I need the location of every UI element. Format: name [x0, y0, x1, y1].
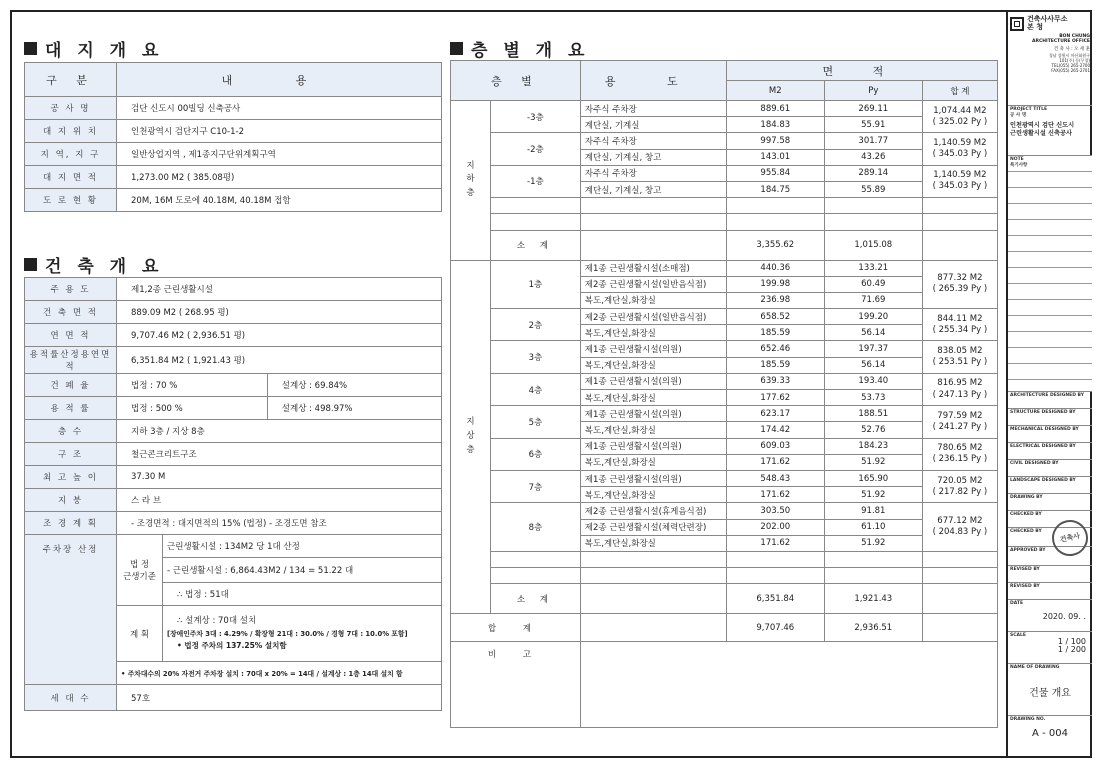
row-value: 889.09 M2 ( 268.95 평) [117, 301, 442, 324]
row-label: 대 지 위 치 [25, 120, 117, 143]
role-label: LANDSCAPE DESIGNED BY [1010, 478, 1076, 483]
floor-label: 8층 [491, 503, 581, 552]
table-row [25, 489, 442, 512]
plan-line: [장애인주차 3대 : 4.29% / 확장형 21대 : 30.0% / 경형 7대 : 10.0% 포함] [167, 629, 408, 638]
blank-cell [922, 198, 997, 214]
blank-cell [580, 584, 726, 614]
use-cell: 제1종 근린생활시설(의원) [580, 373, 726, 389]
subtotal-m2: 6,351.84 [726, 584, 824, 614]
row-value: 스 라 브 [117, 489, 442, 512]
subtotal-row [451, 584, 998, 614]
table-row [451, 341, 998, 357]
floor-label: 2층 [491, 309, 581, 341]
py-cell: 51.92 [824, 535, 922, 551]
row-value: 9,707.46 M2 ( 2,936.51 평) [117, 324, 442, 347]
plan-label: 계 획 [117, 606, 163, 662]
m2-cell: 639.33 [726, 373, 824, 389]
section-square-icon [450, 42, 463, 55]
m2-cell: 202.00 [726, 519, 824, 535]
site-table [24, 62, 442, 212]
role-label: APPROVED BY [1010, 548, 1046, 553]
title-block [1006, 12, 1092, 756]
py-cell: 193.40 [824, 373, 922, 389]
total-cell: 1,074.44 M2 ( 325.02 Py ) [922, 101, 997, 133]
m2-cell: 171.62 [726, 535, 824, 551]
blank-cell [922, 568, 997, 584]
role-row [1008, 494, 1092, 511]
row-label: 세 대 수 [25, 685, 117, 711]
py-cell: 165.90 [824, 470, 922, 486]
m2-cell: 177.62 [726, 390, 824, 406]
row-label: 주차장 산정 [25, 535, 117, 685]
blank-cell [491, 551, 581, 567]
row-label: 지 역, 지 구 [25, 143, 117, 166]
blank-row [451, 214, 998, 230]
note-label: NOTE 특기사항 [1010, 157, 1090, 168]
floor-label: 6층 [491, 438, 581, 470]
company-logo-icon [1010, 17, 1024, 31]
role-row [1008, 392, 1092, 409]
grand-total-m2: 9,707.46 [726, 614, 824, 642]
table-header-row [451, 61, 998, 81]
m2-cell: 440.36 [726, 260, 824, 276]
row-value: 일반상업지역 , 제1종지구단위계획구역 [117, 143, 442, 166]
drawing-no: A - 004 [1032, 728, 1068, 739]
plan-line: • 법정 주차의 137.25% 설치함 [177, 641, 287, 651]
table-row [451, 438, 998, 454]
blank-cell [922, 551, 997, 567]
legal-value: 법정 : 500 % [117, 397, 268, 420]
total-cell: 844.11 M2 ( 255.34 Py ) [922, 309, 997, 341]
py-cell: 71.69 [824, 292, 922, 308]
company-address: 경남 창원시 마산회원구 101(주) 동(무창) TEL(055) 265-2700 FAX(055) 265-2701 [1048, 53, 1090, 73]
row-label: 지 붕 [25, 489, 117, 512]
m2-cell: 303.50 [726, 503, 824, 519]
legal-label: 법 정 근생기준 [117, 535, 163, 606]
blank-cell [580, 198, 726, 214]
date-label: DATE [1010, 601, 1024, 606]
total-cell: 677.12 M2 ( 204.83 Py ) [922, 503, 997, 552]
m2-cell: 171.62 [726, 487, 824, 503]
table-row [25, 347, 442, 374]
py-cell: 289.14 [824, 165, 922, 181]
row-label: 주 용 도 [25, 278, 117, 301]
total-cell: 1,140.59 M2 ( 345.03 Py ) [922, 133, 997, 165]
row-value: 57호 [117, 685, 442, 711]
role-label: CHECKED BY [1010, 512, 1042, 517]
design-value: 설계상 : 69.84% [267, 374, 441, 397]
blank-cell [726, 198, 824, 214]
use-cell: 제2종 근린생활시설(휴게음식점) [580, 503, 726, 519]
use-cell: 제1종 근린생활시설(소매점) [580, 260, 726, 276]
table-row [25, 685, 442, 711]
row-value: 인천광역시 검단지구 C10-1-2 [117, 120, 442, 143]
drawing-name-block [1008, 664, 1092, 716]
blank-row [451, 551, 998, 567]
m2-cell: 184.83 [726, 117, 824, 133]
use-cell: 복도,계단실,화장실 [580, 422, 726, 438]
legal-rule: 근린생활시설 : 134M2 당 1대 산정 [163, 535, 442, 558]
use-cell: 복도,계단실,화장실 [580, 454, 726, 470]
blank-cell [726, 214, 824, 230]
row-value: 1,273.00 M2 ( 385.08평) [117, 166, 442, 189]
blank-cell [824, 551, 922, 567]
subtotal-row [451, 230, 998, 260]
role-row [1008, 583, 1092, 600]
row-value: 철근콘크리트구조 [117, 443, 442, 466]
project-title-label: PROJECT TITLE 공 사 명 [1010, 107, 1048, 118]
drawing-no-label: DRAWING NO. [1010, 717, 1046, 722]
blank-row [451, 198, 998, 214]
blank-cell [580, 614, 726, 642]
legal-value: 법정 : 70 % [117, 374, 268, 397]
project-title-block [1008, 106, 1092, 156]
total-cell: 816.95 M2 ( 247.13 Py ) [922, 373, 997, 405]
blank-cell [580, 214, 726, 230]
m2-cell: 623.17 [726, 406, 824, 422]
m2-cell: 889.61 [726, 101, 824, 117]
py-cell: 55.89 [824, 181, 922, 197]
side-label: 지 하 층 [451, 101, 491, 261]
row-label: 조 경 계 획 [25, 512, 117, 535]
floors-section-title: 층 별 개 요 [450, 36, 589, 61]
blank-cell [491, 214, 581, 230]
m2-cell: 236.98 [726, 292, 824, 308]
m2-cell: 609.03 [726, 438, 824, 454]
company-name: 건축사사무소 본 청 [1027, 15, 1068, 31]
blank-cell [726, 551, 824, 567]
remarks-row [451, 642, 998, 728]
table-row [25, 97, 442, 120]
m2-cell: 185.59 [726, 325, 824, 341]
m2-cell: 652.46 [726, 341, 824, 357]
total-cell: 797.59 M2 ( 241.27 Py ) [922, 406, 997, 438]
table-header-row [25, 63, 442, 97]
blank-cell [824, 568, 922, 584]
total-cell: 877.32 M2 ( 265.39 Py ) [922, 260, 997, 309]
blank-cell [491, 198, 581, 214]
table-row [25, 120, 442, 143]
row-label: 용 적 률 [25, 397, 117, 420]
note-block [1008, 156, 1092, 392]
m2-cell: 185.59 [726, 357, 824, 373]
subtotal-py: 1,015.08 [824, 230, 922, 260]
table-row [25, 420, 442, 443]
m2-cell: 658.52 [726, 309, 824, 325]
role-row [1008, 566, 1092, 583]
m2-cell: 955.84 [726, 165, 824, 181]
table-row [451, 133, 998, 149]
header-cell: 면 적 [726, 61, 997, 81]
remarks-label: 비 고 [451, 642, 581, 728]
blank-cell [922, 230, 997, 260]
side-label: 지 상 층 [451, 260, 491, 614]
subtotal-label: 소 계 [491, 584, 581, 614]
use-cell: 자주식 주차장 [580, 165, 726, 181]
header-cell: 내 용 [117, 63, 442, 97]
blank-row [451, 568, 998, 584]
m2-cell: 174.42 [726, 422, 824, 438]
row-label: 층 수 [25, 420, 117, 443]
m2-cell: 143.01 [726, 149, 824, 165]
table-row [451, 260, 998, 276]
table-row [451, 406, 998, 422]
use-cell: 복도,계단실,화장실 [580, 535, 726, 551]
py-cell: 56.14 [824, 357, 922, 373]
table-row [25, 324, 442, 347]
table-row [451, 309, 998, 325]
use-cell: 제2종 근린생활시설(일반음식점) [580, 276, 726, 292]
drawing-name-label: NAME OF DRAWING [1010, 665, 1060, 670]
drawing-no-block [1008, 716, 1092, 758]
bike-note: • 주차대수의 20% 자전거 주차장 설치 : 70대 x 20% = 14대 / 설계상 : 1층 14대 설치 함 [117, 662, 442, 685]
py-cell: 91.81 [824, 503, 922, 519]
legal-result: ∴ 법정 : 51대 [163, 583, 442, 606]
row-value: 20M, 16M 도로에 40.18M, 40.18M 접함 [117, 189, 442, 212]
architect-seal-icon: 건축사 [1049, 517, 1092, 560]
table-row [25, 278, 442, 301]
floor-label: 7층 [491, 470, 581, 502]
floor-label: 3층 [491, 341, 581, 373]
building-section-title: 건 축 개 요 [24, 252, 163, 277]
py-cell: 301.77 [824, 133, 922, 149]
py-cell: 55.91 [824, 117, 922, 133]
table-row [25, 466, 442, 489]
py-cell: 269.11 [824, 101, 922, 117]
use-cell: 자주식 주차장 [580, 101, 726, 117]
header-cell: Py [824, 81, 922, 101]
use-cell: 자주식 주차장 [580, 133, 726, 149]
architect-name: 건 축 사 : 오 세 훈 [1053, 47, 1090, 53]
py-cell: 197.37 [824, 341, 922, 357]
role-label: MECHANICAL DESIGNED BY [1010, 427, 1079, 432]
blank-cell [824, 198, 922, 214]
row-label: 용적률산정용연면적 [25, 347, 117, 374]
py-cell: 53.73 [824, 390, 922, 406]
row-value: 6,351.84 M2 ( 1,921.43 평) [117, 347, 442, 374]
py-cell: 56.14 [824, 325, 922, 341]
row-label: 공 사 명 [25, 97, 117, 120]
section-square-icon [24, 42, 37, 55]
project-title: 인천광역시 검단 신도시 근린생활시설 신축공사 [1010, 122, 1075, 138]
row-value: 제1,2종 근린생활시설 [117, 278, 442, 301]
floor-label: 4층 [491, 373, 581, 405]
header-cell: 합 계 [922, 81, 997, 101]
table-row [25, 535, 442, 558]
blank-cell [922, 614, 997, 642]
grand-total-label: 합 계 [451, 614, 581, 642]
py-cell: 184.23 [824, 438, 922, 454]
use-cell: 제1종 근린생활시설(의원) [580, 438, 726, 454]
role-row [1008, 426, 1092, 443]
floor-label: 1층 [491, 260, 581, 309]
scale-value: 1 / 100 1 / 200 [1057, 637, 1086, 655]
role-label: DRAWING BY [1010, 495, 1043, 500]
subtotal-m2: 3,355.62 [726, 230, 824, 260]
use-cell: 계단실, 기계실, 창고 [580, 149, 726, 165]
use-cell: 제2종 근린생활시설(체력단련장) [580, 519, 726, 535]
floor-label: -3층 [491, 101, 581, 133]
row-label: 건 폐 율 [25, 374, 117, 397]
floor-table [450, 60, 998, 728]
table-row [25, 443, 442, 466]
plan-line: ∴ 설계상 : 70대 설치 [177, 616, 257, 627]
use-cell: 계단실, 기계실 [580, 117, 726, 133]
table-row [451, 165, 998, 181]
date-block [1008, 600, 1092, 632]
row-label: 연 면 적 [25, 324, 117, 347]
blank-cell [580, 568, 726, 584]
design-value: 설계상 : 498.97% [267, 397, 441, 420]
total-cell: 838.05 M2 ( 253.51 Py ) [922, 341, 997, 373]
blank-cell [580, 551, 726, 567]
row-label: 구 조 [25, 443, 117, 466]
table-row [451, 101, 998, 117]
drawing-name: 건물 개요 [1029, 688, 1071, 699]
legal-calc: - 근린생활시설 : 6,864.43M2 / 134 = 51.22 대 [163, 558, 442, 583]
plan-detail [163, 606, 442, 662]
blank-cell [580, 230, 726, 260]
blank-cell [726, 568, 824, 584]
header-cell: 층 별 [451, 61, 581, 101]
table-row [25, 143, 442, 166]
grand-total-row [451, 614, 998, 642]
row-value: 지하 3층 / 지상 8층 [117, 420, 442, 443]
drawing-sheet [10, 10, 1092, 758]
py-cell: 199.20 [824, 309, 922, 325]
role-row [1008, 477, 1092, 494]
use-cell: 복도,계단실,화장실 [580, 357, 726, 373]
site-section-title: 대 지 개 요 [24, 36, 163, 61]
role-row [1008, 443, 1092, 460]
py-cell: 52.76 [824, 422, 922, 438]
py-cell: 51.92 [824, 487, 922, 503]
table-row [25, 301, 442, 324]
py-cell: 43.26 [824, 149, 922, 165]
role-label: STRUCTURE DESIGNED BY [1010, 410, 1076, 415]
company-name-en: BON CHUNG ARCHITECTURE OFFICE [1032, 34, 1090, 45]
floor-label: -2층 [491, 133, 581, 165]
row-value: 검단 신도시 00빌딩 신축공사 [117, 97, 442, 120]
use-cell: 복도,계단실,화장실 [580, 487, 726, 503]
table-row [451, 470, 998, 486]
py-cell: 61.10 [824, 519, 922, 535]
table-row [25, 512, 442, 535]
grand-total-py: 2,936.51 [824, 614, 922, 642]
row-label: 대 지 면 적 [25, 166, 117, 189]
building-table [24, 277, 442, 711]
py-cell: 60.49 [824, 276, 922, 292]
table-row [25, 374, 442, 397]
table-row [451, 503, 998, 519]
use-cell: 제2종 근린생활시설(일반음식점) [580, 309, 726, 325]
floor-label: 5층 [491, 406, 581, 438]
total-cell: 780.65 M2 ( 236.15 Py ) [922, 438, 997, 470]
row-label: 도 로 현 황 [25, 189, 117, 212]
py-cell: 51.92 [824, 454, 922, 470]
date-value: 2020. 09. . [1042, 612, 1086, 621]
blank-cell [824, 214, 922, 230]
subtotal-label: 소 계 [491, 230, 581, 260]
header-cell: M2 [726, 81, 824, 101]
use-cell: 제1종 근린생활시설(의원) [580, 406, 726, 422]
scale-label: SCALE [1010, 633, 1026, 638]
row-label: 최 고 높 이 [25, 466, 117, 489]
role-row [1008, 460, 1092, 477]
header-cell: 용 도 [580, 61, 726, 101]
role-label: REVISED BY [1010, 584, 1040, 589]
table-row [25, 166, 442, 189]
total-cell: 1,140.59 M2 ( 345.03 Py ) [922, 165, 997, 197]
role-label: ELECTRICAL DESIGNED BY [1010, 444, 1076, 449]
py-cell: 133.21 [824, 260, 922, 276]
table-row [25, 189, 442, 212]
company-block [1008, 12, 1092, 106]
use-cell: 제1종 근린생활시설(의원) [580, 470, 726, 486]
table-row [25, 397, 442, 420]
m2-cell: 171.62 [726, 454, 824, 470]
role-label: CHECKED BY [1010, 529, 1042, 534]
py-cell: 188.51 [824, 406, 922, 422]
m2-cell: 997.58 [726, 133, 824, 149]
role-label: CIVIL DESIGNED BY [1010, 461, 1059, 466]
header-cell: 구 분 [25, 63, 117, 97]
role-row [1008, 409, 1092, 426]
blank-cell [922, 214, 997, 230]
row-label: 건 축 면 적 [25, 301, 117, 324]
scale-block [1008, 632, 1092, 664]
m2-cell: 184.75 [726, 181, 824, 197]
use-cell: 복도,계단실,화장실 [580, 390, 726, 406]
section-square-icon [24, 258, 37, 271]
use-cell: 복도,계단실,화장실 [580, 325, 726, 341]
subtotal-py: 1,921.43 [824, 584, 922, 614]
row-value: - 조경면적 : 대지면적의 15% (법정) - 조경도면 참조 [117, 512, 442, 535]
blank-cell [922, 584, 997, 614]
row-value: 37.30 M [117, 466, 442, 489]
remarks-cell [580, 642, 997, 728]
m2-cell: 199.98 [726, 276, 824, 292]
role-label: ARCHITECTURE DESIGNED BY [1010, 393, 1084, 398]
total-cell: 720.05 M2 ( 217.82 Py ) [922, 470, 997, 502]
m2-cell: 548.43 [726, 470, 824, 486]
use-cell: 제1종 근린생활시설(의원) [580, 341, 726, 357]
use-cell: 복도,계단실,화장실 [580, 292, 726, 308]
role-label: REVISED BY [1010, 567, 1040, 572]
table-row [451, 373, 998, 389]
blank-cell [491, 568, 581, 584]
floor-label: -1층 [491, 165, 581, 197]
use-cell: 계단실, 기계실, 창고 [580, 181, 726, 197]
